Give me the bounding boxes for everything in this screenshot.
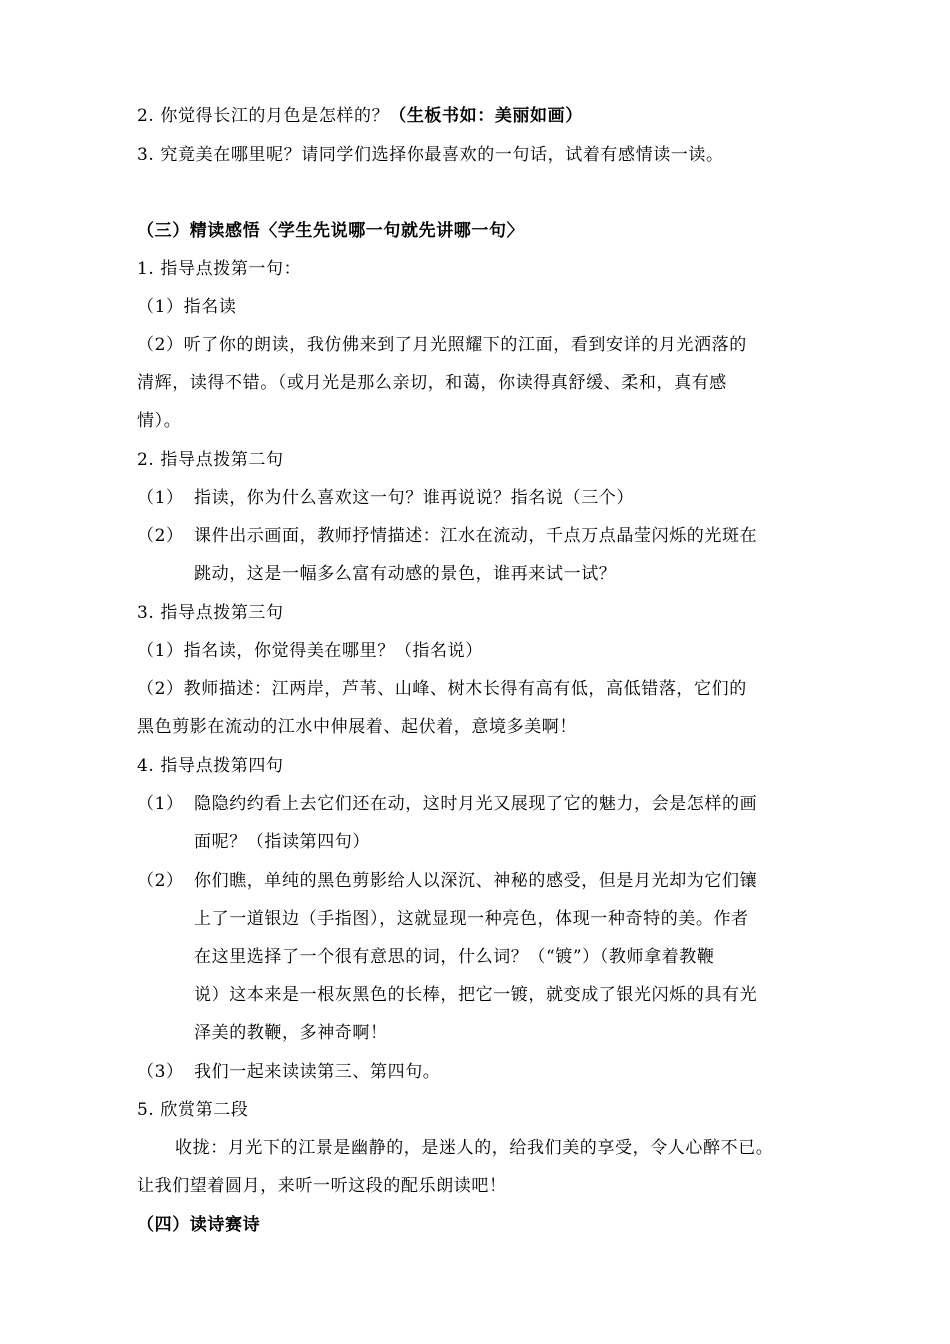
step-2-heading: 2. 指导点拨第二句 xyxy=(137,450,284,470)
step-1-item-2: （2）听了你的朗读，我仿佛来到了月光照耀下的江面，看到安详的月光洒落的 xyxy=(137,335,747,355)
question-3: 3. 究竟美在哪里呢？请同学们选择你最喜欢的一句话，试着有感情读一读。 xyxy=(137,145,724,165)
section-heading-4: （四）读诗赛诗 xyxy=(137,1215,261,1235)
step-4-heading: 4. 指导点拨第四句 xyxy=(137,756,284,776)
step-2-item-2: 课件出示画面，教师抒情描述：江水在流动，千点万点晶莹闪烁的光斑在 xyxy=(194,526,758,546)
board-note: （生板书如：美丽如画） xyxy=(389,106,583,126)
step-4-item-2-num: （2） xyxy=(137,871,184,891)
step-3-item-1: （1）指名读，你觉得美在哪里？（指名说） xyxy=(137,641,483,661)
step-5-heading: 5. 欣赏第二段 xyxy=(137,1100,249,1120)
summary-paragraph-cont: 让我们望着圆月，来听一听这段的配乐朗读吧！ xyxy=(137,1176,507,1196)
step-2-item-1: 指读，你为什么喜欢这一句？谁再说说？指名说（三个） xyxy=(194,488,634,508)
step-1-heading: 1. 指导点拨第一句： xyxy=(137,259,302,279)
step-4-item-3: 我们一起来读读第三、第四句。 xyxy=(194,1062,441,1082)
step-1-item-1: （1）指名读 xyxy=(137,297,237,317)
step-3-item-2: （2）教师描述：江两岸，芦苇、山峰、树木长得有高有低，高低错落，它们的 xyxy=(137,679,747,699)
step-4-item-1-num: （1） xyxy=(137,794,184,814)
step-2-item-1-num: （1） xyxy=(137,488,184,508)
step-1-item-2-cont: 清辉，读得不错。（或月光是那么亲切，和蔼，你读得真舒缓、柔和，真有感 xyxy=(137,373,727,393)
step-4-item-2-cont-3: 说）这本来是一根灰黑色的长棒，把它一镀，就变成了银光闪烁的具有光 xyxy=(194,985,758,1005)
step-1-item-2-end: 情）。 xyxy=(137,411,182,431)
step-3-heading: 3. 指导点拨第三句 xyxy=(137,603,284,623)
step-4-item-2-cont-1: 上了一道银边（手指图），这就显现一种亮色，体现一种奇特的美。作者 xyxy=(194,909,749,929)
step-4-item-3-num: （3） xyxy=(137,1062,184,1082)
step-4-item-1: 隐隐约约看上去它们还在动，这时月光又展现了它的魅力，会是怎样的画 xyxy=(194,794,758,814)
step-4-item-2: 你们瞧，单纯的黑色剪影给人以深沉、神秘的感受，但是月光却为它们镶 xyxy=(194,871,758,891)
summary-paragraph: 收拢：月光下的江景是幽静的，是迷人的，给我们美的享受，令人心醉不已。 xyxy=(175,1138,774,1158)
step-2-item-2-cont: 跳动，这是一幅多么富有动感的景色，谁再来试一试？ xyxy=(194,564,617,584)
step-2-item-2-num: （2） xyxy=(137,526,184,546)
step-4-item-1-cont: 面呢？（指读第四句） xyxy=(194,832,370,852)
step-4-item-2-cont-2: 在这里选择了一个很有意思的词，什么词？（“镀”）（教师拿着教鞭 xyxy=(194,947,715,967)
question-2 xyxy=(137,104,583,128)
question-2-text: 2. 你觉得长江的月色是怎样的？ xyxy=(137,106,390,126)
step-4-item-2-cont-4: 泽美的教鞭，多神奇啊！ xyxy=(194,1023,388,1043)
step-3-item-2-cont: 黑色剪影在流动的江水中伸展着、起伏着，意境多美啊！ xyxy=(137,717,577,737)
section-heading-3: （三）精读感悟〈学生先说哪一句就先讲哪一句〉 xyxy=(137,221,525,241)
